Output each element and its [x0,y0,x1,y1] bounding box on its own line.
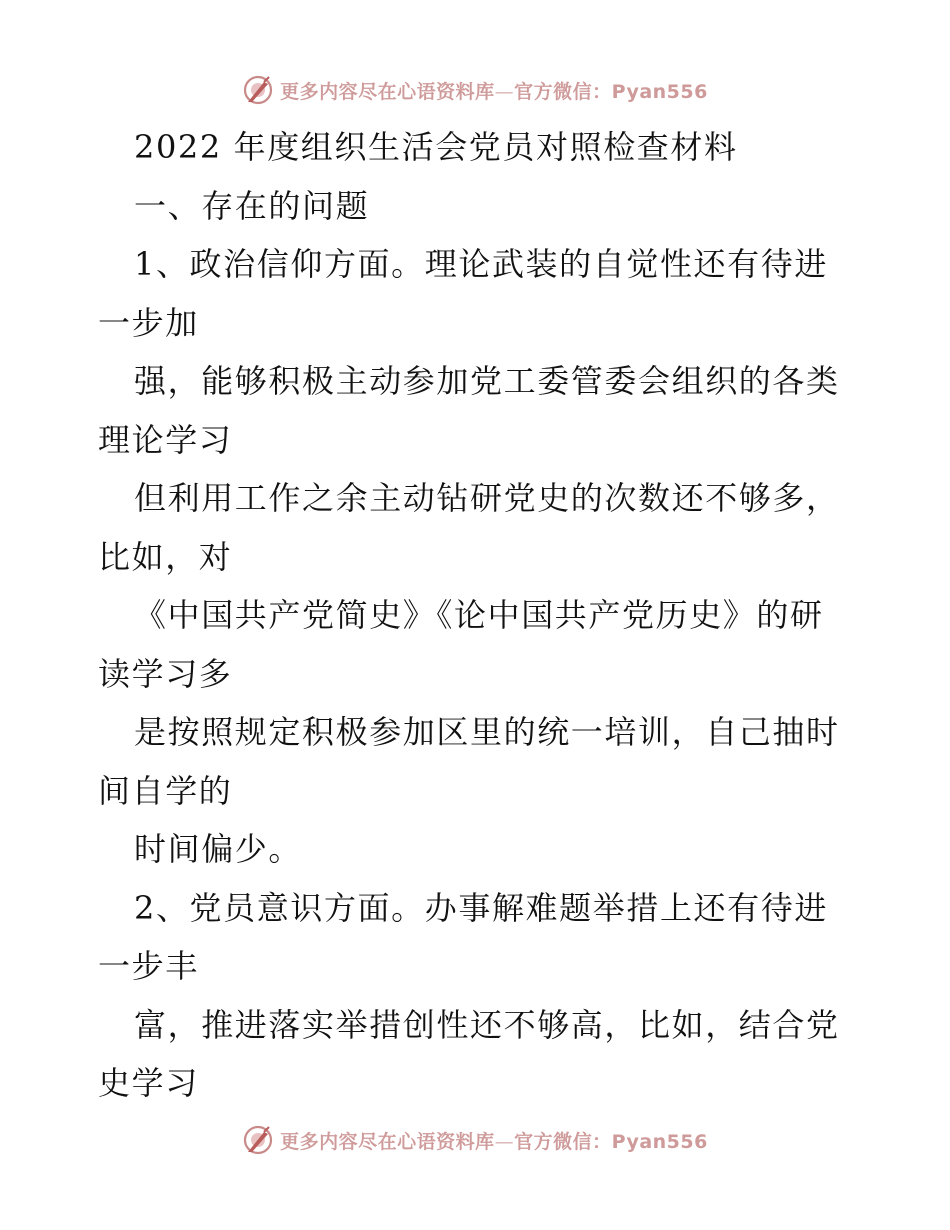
paragraph-line: 是按照规定积极参加区里的统一培训，自己抽时 [134,713,840,751]
paragraph-line: 间自学的 [98,771,233,810]
watermark-wechat-label: 官方微信： [514,80,612,103]
section-heading: 一、存在的问题 [134,186,370,225]
paragraph-line: 强，能够积极主动参加党工委管委会组织的各类 [134,362,840,400]
paragraph-line: 富，推进落实举措创性还不够高，比如，结合党 [134,1005,840,1044]
watermark-wechat-id: Pyan556 [611,1130,708,1153]
header-watermark [0,70,950,110]
quill-seal-icon [242,74,274,106]
quill-seal-icon [242,1124,274,1156]
document-body [98,118,858,1113]
paragraph-line: 时间偏少。 [134,830,303,868]
paragraph-line: 读学习多 [98,654,233,693]
paragraph-line: 1、政治信仰方面。理论武装的自觉性还有待进 [134,245,828,283]
paragraph-line: 理论学习 [98,420,233,459]
paragraph-line: 一步丰 [98,947,199,985]
paragraph-line: 史学习 [98,1064,199,1102]
watermark-site-text: 更多内容尽在心语资料库 [280,80,495,103]
document-title: 2022 年度组织生活会党员对照检查材料 [134,128,738,166]
paragraph-line: 《中国共产党简史》《论中国共产党历史》的研 [134,596,824,634]
watermark-site-text: 更多内容尽在心语资料库 [280,1130,495,1153]
paragraph-line: 2、党员意识方面。办事解难题举措上还有待进 [134,888,828,927]
watermark-separator: — [494,1130,515,1153]
watermark-separator: — [494,80,515,103]
paragraph-line: 比如，对 [98,537,233,576]
footer-watermark [0,1120,950,1160]
watermark-wechat-label: 官方微信： [514,1130,612,1153]
paragraph-line: 但利用工作之余主动钻研党史的次数还不够多， [134,479,840,517]
paragraph-line: 一步加 [98,303,199,342]
watermark-wechat-id: Pyan556 [611,80,708,103]
